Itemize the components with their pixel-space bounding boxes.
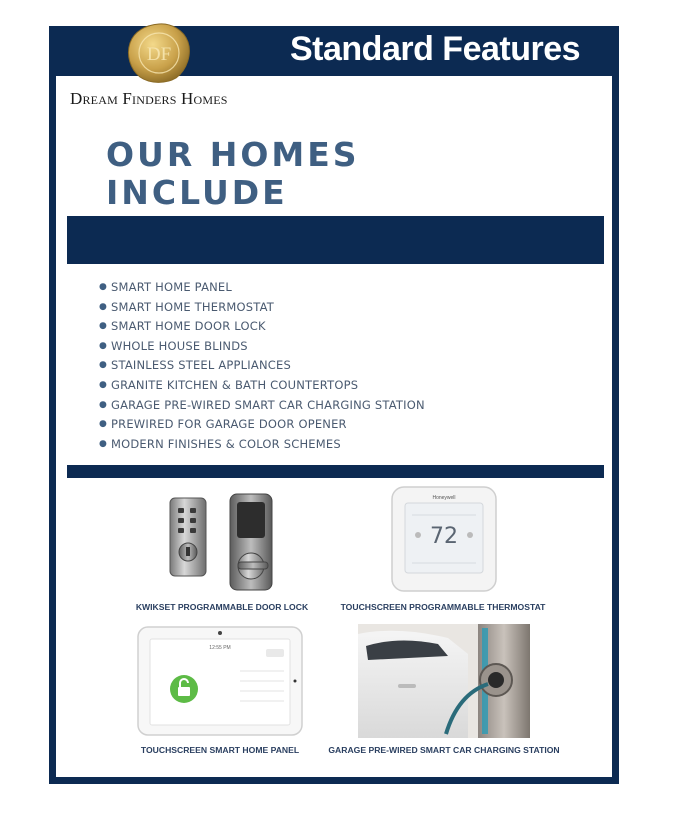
thermostat-brand: Honeywell [432,495,456,501]
headline [106,136,360,212]
panel-time: 12:55 PM [209,645,231,651]
brand-seal-logo [126,22,192,84]
thermostat-image [390,485,498,595]
bullet-icon: ● [99,301,108,312]
car-charger-caption: GARAGE PRE-WIRED SMART CAR CHARGING STATION [328,745,560,755]
feature-item: ● STAINLESS STEEL APPLIANCES [99,356,425,376]
bullet-icon: ● [99,321,108,332]
feature-item: ● WHOLE HOUSE BLINDS [99,337,425,357]
bullet-icon: ● [99,340,108,351]
feature-item: ● MODERN FINISHES & COLOR SCHEMES [99,435,425,455]
navy-divider-thin [67,465,604,478]
feature-item: ● SMART HOME DOOR LOCK [99,317,425,337]
svg-text:DF: DF [146,44,172,65]
door-lock-image [160,490,285,598]
headline-line2: INCLUDE [106,173,288,212]
bullet-icon: ● [99,379,108,390]
smart-panel-caption: TOUCHSCREEN SMART HOME PANEL [140,745,300,755]
thermostat-temp: 72 [430,524,458,549]
navy-divider-band [67,216,604,264]
feature-item: ● SMART HOME THERMOSTAT [99,298,425,318]
bullet-icon: ● [99,360,108,371]
bullet-icon: ● [99,419,108,430]
feature-item: ● GRANITE KITCHEN & BATH COUNTERTOPS [99,376,425,396]
door-lock-caption: KWIKSET PROGRAMMABLE DOOR LOCK [135,602,309,612]
feature-list [99,278,425,454]
smart-panel-image [136,625,304,737]
bullet-icon: ● [99,438,108,449]
feature-item: ● SMART HOME PANEL [99,278,425,298]
bullet-icon: ● [99,282,108,292]
bullet-icon: ● [99,399,108,410]
feature-item: ● GARAGE PRE-WIRED SMART CAR CHARGING STATION [99,396,425,416]
car-charger-image [358,624,530,738]
headline-line1: OUR HOMES [106,135,360,174]
brand-wordmark: Dream Finders Homes [70,89,228,108]
feature-item: ● PREWIRED FOR GARAGE DOOR OPENER [99,415,425,435]
thermostat-caption: TOUCHSCREEN PROGRAMMABLE THERMOSTAT [340,602,546,612]
page-title: Standard Features [290,30,581,68]
